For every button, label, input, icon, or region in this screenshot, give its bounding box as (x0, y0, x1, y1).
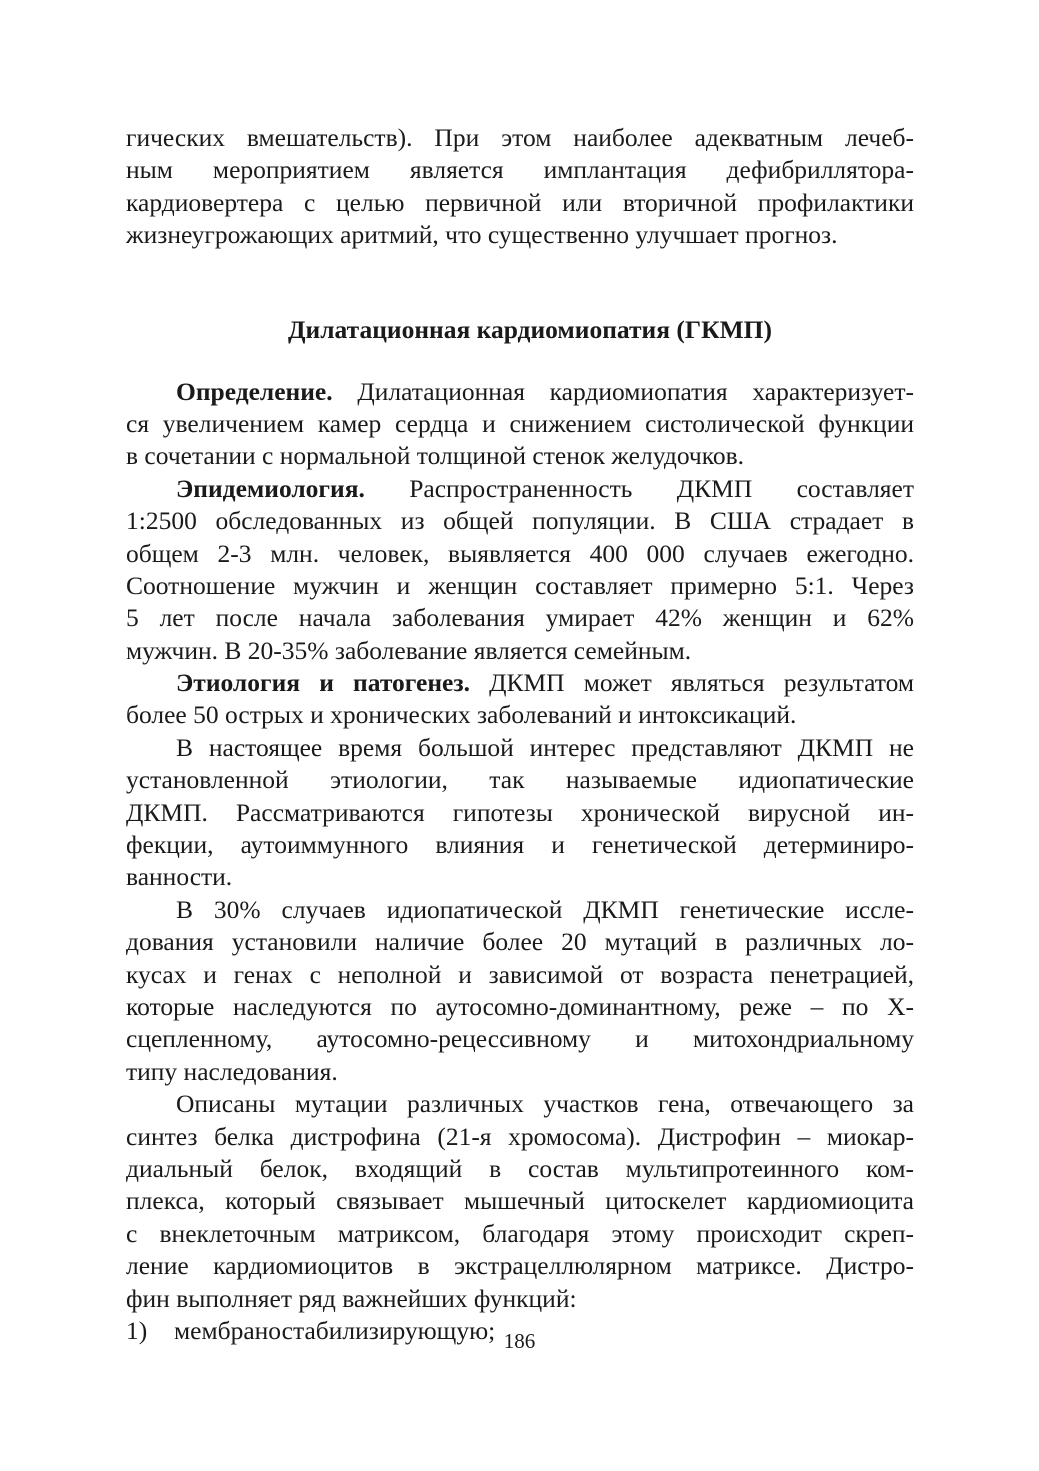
continuation-paragraph (126, 122, 914, 252)
text-line: диальный белок, входящий в состав мультипротеинного ком- (126, 1153, 914, 1183)
text-line: общем 2-3 млн. человек, выявляется 400 000 случаев ежегодно. (126, 538, 914, 568)
text-line: фекции, аутоиммунного влияния и генетической детерминиро- (126, 830, 914, 860)
definition-paragraph (126, 376, 914, 473)
text-line: в сочетании с нормальной толщиной стенок желудочков. (126, 441, 744, 471)
text-line: жизнеугрожающих аритмий, что существенно улучшает прогноз. (126, 220, 838, 250)
text-line (126, 376, 914, 408)
etiology-text: ДКМП может являться результатом (469, 668, 914, 698)
page-number: 186 (503, 1329, 536, 1353)
text-line: ДКМП. Рассматриваются гипотезы хронической вирусной ин- (126, 797, 914, 827)
text-line: ным мероприятием является имплантация дефибриллятора- (126, 155, 914, 185)
text-line: ся увеличением камер сердца и снижением систолической функции (126, 408, 914, 438)
etiology-paragraph (126, 667, 914, 732)
list-item-number: 1) (126, 1315, 148, 1345)
epidemiology-paragraph (126, 473, 914, 667)
definition-term: Определение. (176, 376, 333, 406)
epidemiology-text: Распространенность ДКМП составляет (364, 473, 914, 503)
definition-text: Дилатационная кардиомиопатия характеризует- (332, 376, 914, 406)
text-line: более 50 острых и хронических заболеваний и интоксикаций. (126, 700, 797, 730)
text-line: 1:2500 обследованных из общей популяции. В США страдает в (126, 506, 914, 536)
text-line: мужчин. В 20-35% заболевание является семейным. (126, 635, 692, 665)
text-line (126, 667, 914, 699)
etiology-term: Этиология и патогенез. (176, 668, 470, 698)
text-line: 5 лет после начала заболевания умирает 42% женщин и 62% (126, 603, 914, 633)
list-item-text: мембраностабилизирующую; (174, 1315, 496, 1345)
text-line: фин выполняет ряд важнейших функций: (126, 1283, 577, 1313)
epidemiology-term: Эпидемиология. (176, 473, 365, 503)
genetic-paragraph (126, 894, 914, 1088)
text-line (126, 473, 914, 505)
text-line: Описаны мутации различных участков гена, отвечающего за (176, 1089, 914, 1119)
text-line: плекса, который связывает мышечный цитоскелет кардиомиоцита (126, 1186, 914, 1216)
text-line: ление кардиомиоцитов в экстрацеллюлярном матриксе. Дистро- (126, 1251, 914, 1281)
text-line: с внеклеточным матриксом, благодаря этому происходит скреп- (126, 1218, 914, 1248)
text-line: ванности. (126, 862, 233, 892)
text-line: сцепленному, аутосомно-рецессивному и митохондриальному (126, 1024, 914, 1054)
text-line: кардиовертера с целью первичной или вторичной профилактики (126, 187, 914, 217)
page-body (126, 122, 914, 1347)
text-line: гических вмешательств). При этом наиболее адекватным лечеб- (126, 123, 914, 152)
text-line: типу наследования. (126, 1056, 338, 1086)
text-line: В настоящее время большой интерес представляют ДКМП не (176, 732, 914, 762)
section-heading: Дилатационная кардиомиопатия (ГКМП) (287, 314, 772, 344)
idiopathic-paragraph (126, 732, 914, 894)
text-line: синтез белка дистрофина (21-я хромосома). Дистрофин – миокар- (126, 1121, 914, 1151)
text-line: В 30% случаев идиопатической ДКМП генетические иссле- (176, 894, 914, 924)
dystrophin-paragraph (126, 1088, 914, 1315)
text-line: кусах и генах с неполной и зависимой от возраста пенетрацией, (126, 959, 914, 989)
text-line: которые наследуются по аутосомно-доминантному, реже – по Х- (126, 991, 914, 1021)
text-line: Соотношение мужчин и женщин составляет примерно 5:1. Через (126, 570, 914, 600)
text-line: установленной этиологии, так называемые идиопатические (126, 765, 914, 795)
text-line: дования установили наличие более 20 мутаций в различных ло- (126, 927, 914, 957)
